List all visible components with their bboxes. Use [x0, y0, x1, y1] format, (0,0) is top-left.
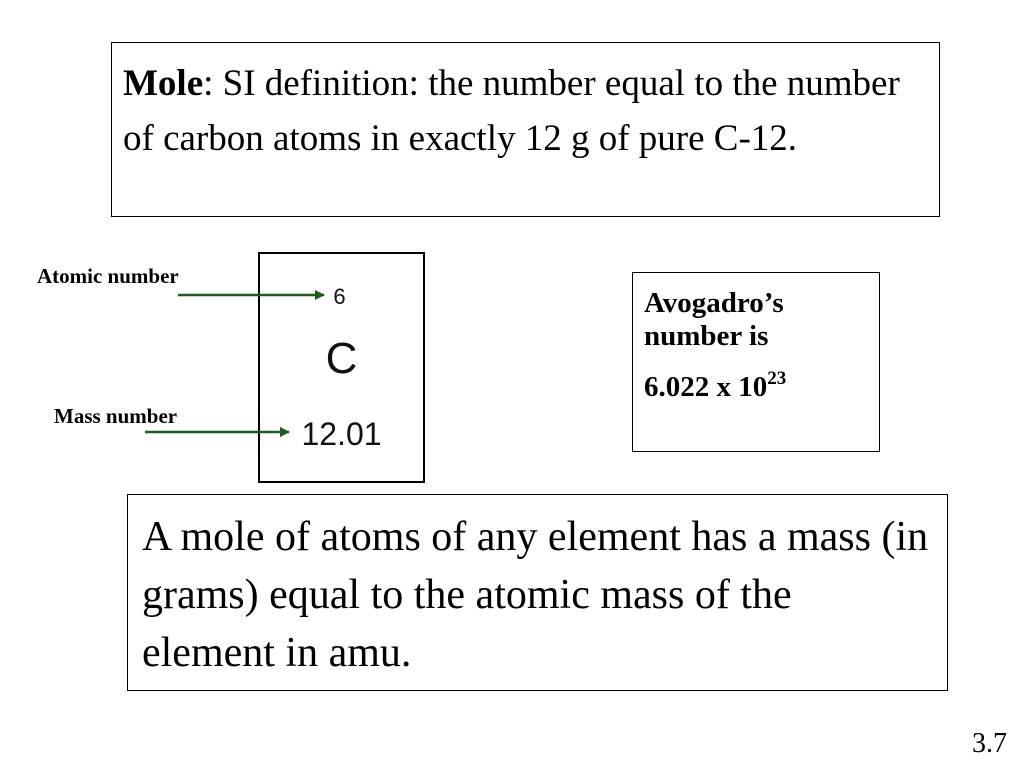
statement-text: A mole of atoms of any element has a mass (in grams) equal to the atomic mass of the element in amu.: [142, 514, 929, 676]
definition-text: : SI definition: the number equal to the number of carbon atoms in exactly 12 g of pure C-12.: [123, 63, 900, 159]
avogadro-exponent: 23: [767, 368, 787, 389]
avogadro-box: [632, 272, 880, 452]
slide-number: 3.7: [972, 728, 1007, 759]
avogadro-line-2: number is: [644, 320, 769, 352]
avogadro-mantissa: 6.022 x 10: [644, 371, 768, 403]
statement-box: [127, 494, 948, 691]
tile-element-symbol: C: [325, 334, 358, 383]
avogadro-line-1: Avogadro’s: [644, 287, 784, 319]
definition-term: Mole: [123, 63, 204, 104]
tile-atomic-mass: 12.01: [301, 416, 382, 452]
definition-box: [111, 42, 940, 217]
carbon-element-tile: [258, 252, 425, 483]
mass-number-label: Mass number: [54, 404, 178, 428]
avogadro-value: [644, 368, 869, 404]
atomic-number-label: Atomic number: [37, 264, 179, 288]
tile-atomic-number: 6: [333, 284, 346, 309]
